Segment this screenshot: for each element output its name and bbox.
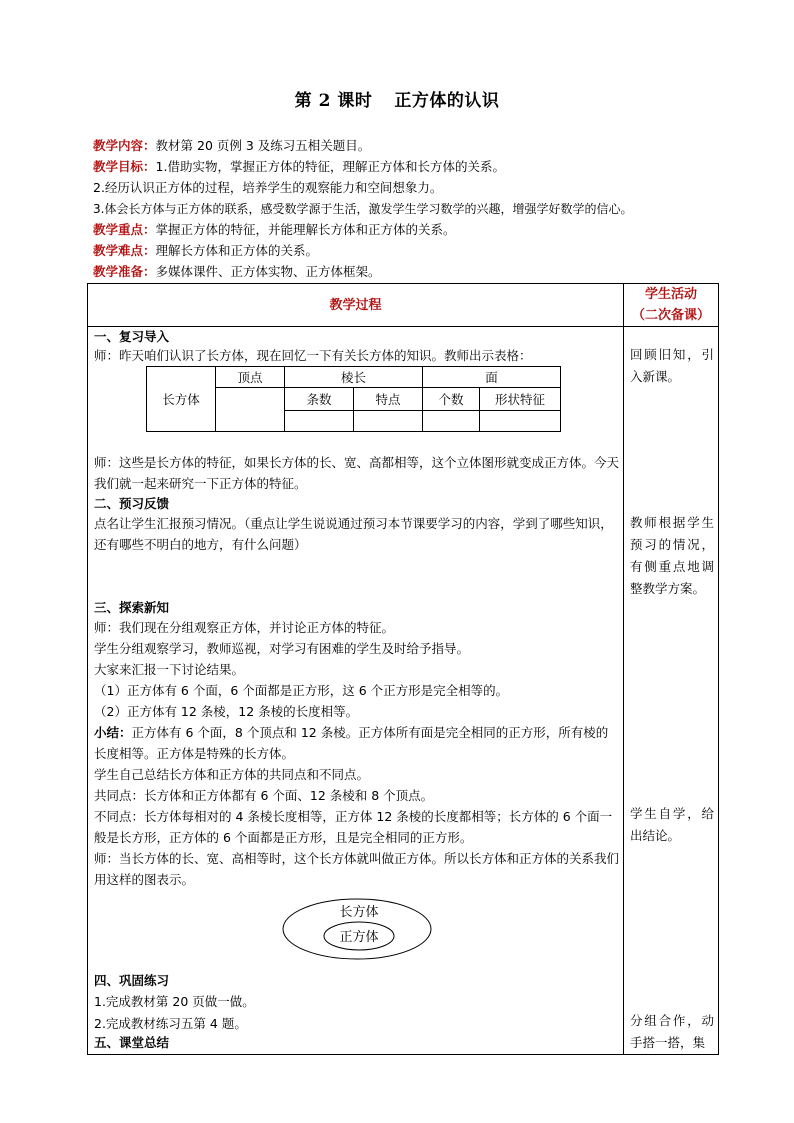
- activity-review: 回顾旧知，引入新课。: [630, 347, 714, 384]
- meta-goal-3: 3.体会长方体与正方体的联系，感受数学源于生活，激发学生学习数学的兴趣，增强学好数学的信心。: [93, 202, 633, 216]
- section-preview-text: 点名让学生汇报预习情况。（重点让学生说说通过预习本节课要学习的内容，学到了哪些知识，还有哪些不明白的地方，有什么问题）: [94, 516, 613, 552]
- mini-row-label: 长方体: [147, 367, 216, 432]
- explore-summary: 小结：正方体有 6 个面，8 个顶点和 12 条棱。正方体所有面是完全相同的正方形，所有棱的长度相等。正方体是特殊的长方体。: [94, 725, 609, 761]
- mini-face-shape: 形状特征: [480, 388, 561, 411]
- section-explore-title: 三、探索新知: [94, 600, 170, 615]
- explore-line-9: 师：当长方体的长、宽、高相等时，这个长方体就叫做正方体。所以长方体和正方体的关系我们用这样的图表示。: [94, 851, 620, 887]
- mini-cell: [285, 411, 354, 432]
- lesson-table: [87, 283, 719, 1055]
- activity-self-study: 学生自学，给出结论。: [630, 806, 714, 843]
- meta-goal-2: 2.经历认识正方体的过程，培养学生的观察能力和空间想象力。: [93, 180, 443, 195]
- activity-preview: 教师根据学生预习的情况，有侧重点地调整教学方案。: [630, 515, 714, 596]
- practice-line-1: 1.完成教材第 20 页做一做。: [94, 994, 255, 1009]
- cuboid-review-table: [146, 366, 561, 432]
- section-summary-title: 五、课堂总结: [94, 1035, 170, 1050]
- header-activity: 学生活动 （二次备课）: [631, 287, 710, 323]
- mini-edge-feature: 特点: [354, 388, 423, 411]
- mini-face-count: 个数: [423, 388, 480, 411]
- explore-line-6: 学生自己总结长方体和正方体的共同点和不同点。: [94, 767, 370, 782]
- section-review-text: 师：昨天咱们认识了长方体，现在回忆一下有关长方体的知识。教师出示表格：: [94, 348, 532, 363]
- lesson-topic: 正方体的认识: [394, 91, 500, 111]
- section-review-title: 一、复习导入: [94, 329, 170, 344]
- meta-content: 教学内容：教材第 20 页例 3 及练习五相关题目。: [93, 138, 371, 153]
- explore-line-3: 大家来汇报一下讨论结果。: [94, 662, 245, 677]
- lesson-number: 第 2 课时: [294, 91, 373, 111]
- mini-cell: [354, 411, 423, 432]
- mini-vertex-cell: [216, 388, 285, 432]
- cuboid-label: 长方体: [339, 905, 379, 920]
- mini-cell: [480, 411, 561, 432]
- meta-goal: 教学目标：1.借助实物，掌握正方体的特征，理解正方体和长方体的关系。: [93, 159, 505, 174]
- column-divider: [623, 284, 624, 1054]
- mini-edge-count: 条数: [285, 388, 354, 411]
- mini-vertex: 顶点: [216, 367, 285, 388]
- explore-line-4: （1）正方体有 6 个面，6 个面都是正方形，这 6 个正方形是完全相等的。: [94, 683, 509, 698]
- explore-line-8: 不同点：长方体每相对的 4 条棱长度相等，正方体 12 条棱的长度都相等；长方体的 6 个面一般是长方形，正方体的 6 个面都是正方形，且是完全相同的正方形。: [94, 809, 613, 845]
- cube-label: 正方体: [339, 930, 379, 945]
- explore-line-1: 师：我们现在分组观察正方体，并讨论正方体的特征。: [94, 620, 395, 635]
- relation-diagram-svg: [282, 898, 432, 960]
- meta-difficulty: 教学难点：理解长方体和正方体的关系。: [93, 243, 319, 258]
- relation-diagram: [282, 898, 432, 960]
- explore-line-7: 共同点：长方体和正方体都有 6 个面、12 条棱和 8 个顶点。: [94, 788, 434, 803]
- section-review-text-2: 师：这些是长方体的特征，如果长方体的长、宽、高都相等，这个立体图形就变成正方体。今天我们就一起来研究一下正方体的特征。: [94, 455, 620, 491]
- meta-preparation: 教学准备：多媒体课件、正方体实物、正方体框架。: [93, 264, 381, 279]
- meta-key-point: 教学重点：掌握正方体的特征，并能理解长方体和正方体的关系。: [93, 222, 456, 237]
- practice-line-2: 2.完成教材练习五第 4 题。: [94, 1016, 247, 1031]
- explore-line-2: 学生分组观察学习，教师巡视，对学习有困难的学生及时给予指导。: [94, 641, 470, 656]
- header-process: 教学过程: [329, 298, 382, 313]
- explore-line-5: （2）正方体有 12 条棱，12 条棱的长度相等。: [94, 704, 359, 719]
- section-preview-title: 二、预习反馈: [94, 496, 170, 511]
- mini-cell: [423, 411, 480, 432]
- mini-edge: 棱长: [285, 367, 423, 388]
- mini-face: 面: [423, 367, 561, 388]
- section-practice-title: 四、巩固练习: [94, 973, 170, 988]
- activity-group-work: 分组合作，动手搭一搭，集: [630, 1013, 714, 1050]
- page-title: [0, 86, 794, 111]
